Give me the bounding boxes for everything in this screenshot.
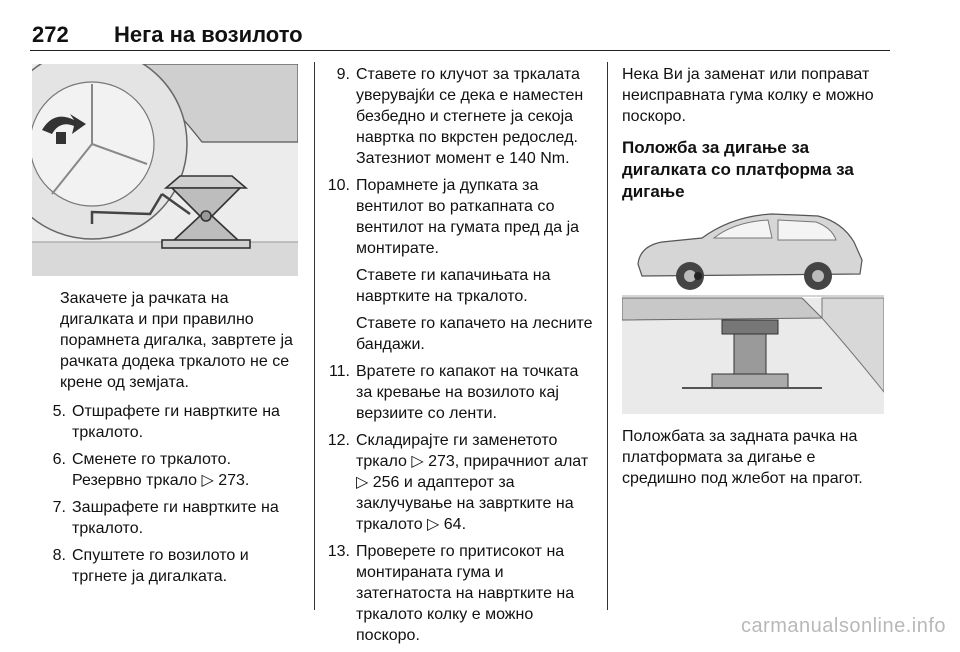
list-number: 12.: [327, 432, 350, 449]
list-number: 10.: [327, 177, 350, 194]
section-heading: Положба за дигање за дигалката со платформа за дигање: [622, 138, 854, 201]
list-item: [36, 545, 298, 587]
list-number: 7.: [52, 499, 66, 516]
list-number: 8.: [52, 547, 66, 564]
list-text: Сменете го тркалото. Резервно тркало ▷ 273.: [72, 451, 250, 489]
jack-illustration: [32, 64, 298, 276]
list-item: [320, 64, 598, 169]
list-number: 6.: [52, 451, 66, 468]
list-subtext: Ставете ги капачињата на навртките на тркалото.: [356, 267, 551, 305]
list-number: 11.: [328, 363, 350, 380]
column-divider: [607, 62, 608, 610]
jack-caption: Закачете ја рачката на дигалката и при правилно порамнета дигалка, завртете ја рачката додека тркалото не се крене од земјата.: [60, 290, 293, 391]
column-3-caption: [622, 426, 884, 495]
column-1: [52, 288, 298, 593]
column-2: [320, 64, 598, 652]
list-text: Ставете го клучот за тркалата уверувајќи се дека е наместен безбедно и стегнете ја секоја навртка по вкрстен редослед. Затезниот момент е 140 Nm.: [356, 66, 584, 167]
page-number: 272: [32, 22, 69, 47]
lift-drawing: [622, 202, 884, 414]
column-divider: [314, 62, 315, 610]
list-item: [36, 497, 298, 539]
page-header: [30, 18, 890, 51]
list-text: Спуштете го возилото и тргнете ја дигалката.: [72, 547, 249, 585]
list-item: [320, 361, 598, 424]
watermark: carmanualsonline.info: [740, 615, 946, 637]
list-item: [36, 401, 298, 443]
list-text: Вратете го капакот на точката за кревање на возилото кај верзиите со ленти.: [356, 363, 579, 422]
list-item: [36, 449, 298, 491]
list-text: Зашрафете ги навртките на тркалото.: [72, 499, 279, 537]
intro-text: Нека Ви ја заменат или поправат неисправната гума колку е можно поскоро.: [622, 66, 874, 125]
list-item: [320, 175, 598, 259]
page-title: Нега на возилото: [114, 22, 303, 47]
jack-drawing: [32, 64, 298, 276]
list-number: 13.: [327, 543, 350, 560]
lift-caption: Положбата за задната рачка на платформата за дигање е средишно под жлебот на прагот.: [622, 428, 863, 487]
list-item: [320, 430, 598, 535]
list-item: [320, 541, 598, 646]
list-text: Складирајте ги заменетото тркало ▷ 273, прирачниот алат ▷ 256 и адаптерот за заклучување на завртките на тркалото ▷ 64.: [356, 432, 589, 533]
list-text: Порамнете ја дупката за вентилот во раткапната со вентилот на гумата пред да ја монтирате.: [356, 177, 580, 257]
lifting-platform-illustration: [622, 202, 884, 414]
column-3: [622, 64, 884, 213]
list-text: Отшрафете ги навртките на тркалото.: [72, 403, 280, 441]
list-number: 9.: [336, 66, 350, 83]
list-text: Проверете го притисокот на монтираната гума и затегнатоста на навртките на тркалото колку е можно поскоро.: [356, 543, 575, 644]
list-number: 5.: [52, 403, 66, 420]
list-subtext: Ставете го капачето на лесните бандажи.: [356, 315, 593, 353]
